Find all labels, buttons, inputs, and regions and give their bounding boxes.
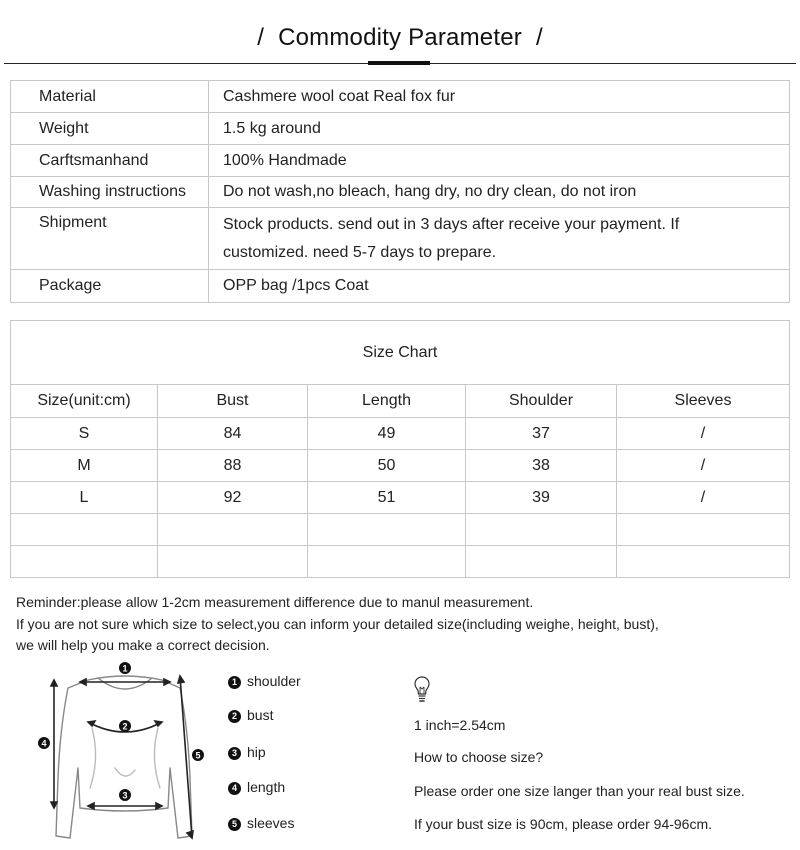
table-row [11, 418, 790, 450]
table-cell: 88 [158, 450, 308, 482]
param-key: Carftsmanhand [11, 145, 209, 177]
param-value-line: customized. need 5-7 days to prepare. [223, 243, 497, 261]
table-row-empty [11, 514, 790, 546]
marker-bust [119, 720, 131, 732]
parameter-table [10, 80, 790, 303]
param-value: Cashmere wool coat Real fox fur [209, 81, 790, 113]
legend-label: hip [247, 744, 266, 760]
marker-number: 4 [41, 738, 47, 749]
marker-sleeves [192, 749, 204, 761]
legend-number: 1 [228, 676, 241, 689]
reminder-line: Reminder:please allow 1-2cm measurement difference due to manul measurement. [16, 594, 534, 610]
legend-number: 3 [228, 747, 241, 760]
title-text: Commodity Parameter [278, 24, 522, 51]
reminder-line: If you are not sure which size to select,you can inform your detailed size(including weighe, height, bust), [16, 615, 659, 632]
header [0, 0, 800, 70]
table-cell: / [617, 450, 790, 482]
legend-number: 2 [228, 710, 241, 723]
param-row-material [11, 81, 790, 113]
table-cell [11, 546, 158, 578]
sweater-outline [56, 676, 192, 838]
table-cell: 92 [158, 482, 308, 514]
size-chart-table [10, 320, 790, 578]
table-cell: 50 [308, 450, 466, 482]
size-chart-header-row [11, 385, 790, 418]
marker-shoulder [119, 662, 131, 674]
param-value-line: Stock products. send out in 3 days after receive your payment. If [223, 215, 680, 233]
table-cell [308, 546, 466, 578]
table-row [11, 482, 790, 514]
param-row-craftsmanship [11, 145, 790, 177]
legend-number: 4 [228, 782, 241, 795]
reminder-text [16, 592, 659, 657]
column-header: Bust [158, 385, 308, 418]
param-value [209, 208, 790, 270]
legend-label: length [247, 779, 286, 795]
table-cell: 49 [308, 418, 466, 450]
param-row-shipment [11, 208, 790, 270]
column-header: Size(unit:cm) [11, 385, 158, 418]
table-cell [466, 514, 617, 546]
table-cell: 84 [158, 418, 308, 450]
size-chart-title: Size Chart [11, 321, 790, 385]
legend-number: 5 [228, 818, 241, 831]
param-value: 100% Handmade [209, 145, 790, 177]
legend-item [228, 779, 285, 795]
table-cell: L [11, 482, 158, 514]
marker-number: 3 [122, 790, 128, 801]
page-title [0, 24, 800, 52]
marker-number: 1 [122, 663, 128, 674]
column-header: Sleeves [617, 385, 790, 418]
legend-item [228, 744, 266, 760]
column-header: Shoulder [466, 385, 617, 418]
table-cell: 37 [466, 418, 617, 450]
table-cell: 39 [466, 482, 617, 514]
param-key: Material [11, 81, 209, 113]
tip-question: How to choose size? [414, 749, 544, 765]
title-underline [368, 61, 430, 65]
legend-item [228, 673, 301, 689]
column-header: Length [308, 385, 466, 418]
legend-item [228, 815, 294, 831]
table-cell: / [617, 482, 790, 514]
table-row [11, 450, 790, 482]
legend-item [228, 707, 273, 723]
table-cell [466, 546, 617, 578]
legend-label: bust [247, 707, 274, 723]
param-key: Shipment [11, 208, 209, 270]
table-row-empty [11, 546, 790, 578]
param-value: 1.5 kg around [209, 113, 790, 145]
marker-hip [119, 789, 131, 801]
title-slash-right: / [535, 24, 543, 51]
param-row-weight [11, 113, 790, 145]
tip-conversion: 1 inch=2.54cm [414, 717, 506, 733]
table-cell [158, 546, 308, 578]
lightbulb-icon [414, 676, 430, 704]
param-row-package [11, 270, 790, 303]
param-key: Package [11, 270, 209, 303]
tip-advice: If your bust size is 90cm, please order 94-96cm. [414, 816, 713, 832]
garment-measurement-diagram [30, 658, 220, 848]
param-row-washing [11, 177, 790, 208]
param-value: Do not wash,no bleach, hang dry, no dry clean, do not iron [209, 177, 790, 208]
param-value: OPP bag /1pcs Coat [209, 270, 790, 303]
table-cell: / [617, 418, 790, 450]
table-cell [617, 546, 790, 578]
tip-advice: Please order one size langer than your real bust size. [414, 783, 745, 799]
table-cell: M [11, 450, 158, 482]
table-cell [11, 514, 158, 546]
legend-label: shoulder [247, 673, 301, 689]
marker-number: 2 [122, 721, 128, 732]
reminder-line: we will help you make a correct decision. [16, 637, 270, 653]
marker-length [38, 737, 50, 749]
table-cell: S [11, 418, 158, 450]
param-key: Washing instructions [11, 177, 209, 208]
table-cell [617, 514, 790, 546]
legend-label: sleeves [247, 815, 295, 831]
param-key: Weight [11, 113, 209, 145]
table-cell: 51 [308, 482, 466, 514]
marker-number: 5 [195, 750, 201, 761]
title-slash-left: / [257, 24, 265, 51]
table-cell [158, 514, 308, 546]
table-cell: 38 [466, 450, 617, 482]
table-cell [308, 514, 466, 546]
